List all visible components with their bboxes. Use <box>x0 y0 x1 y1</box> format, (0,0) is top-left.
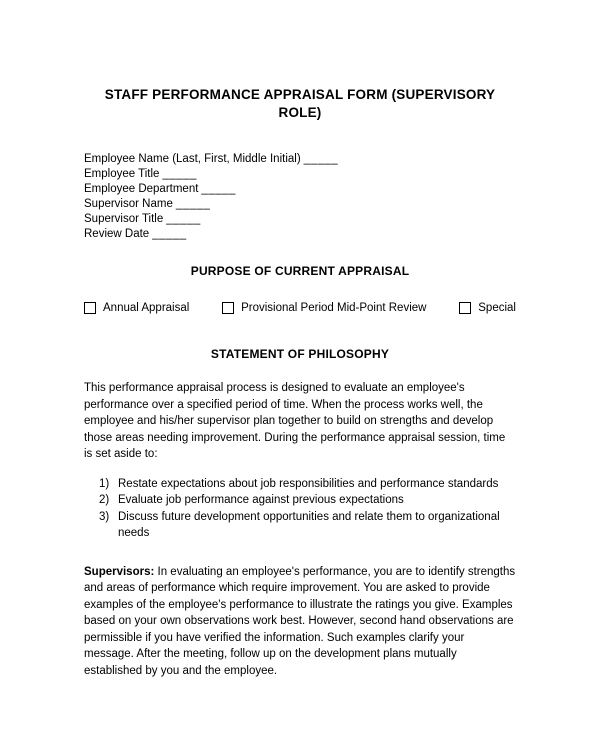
field-employee-title <box>84 167 516 182</box>
list-number: 2) <box>99 494 110 506</box>
field-employee-department <box>84 182 516 197</box>
field-label: Employee Department <box>84 183 199 195</box>
list-text: Evaluate job performance against previous expectations <box>118 494 404 506</box>
field-label: Supervisor Name <box>84 198 173 210</box>
field-review-date <box>84 227 516 242</box>
option-label: Provisional Period Mid-Point Review <box>241 302 427 314</box>
checkbox-provisional-midpoint-icon[interactable] <box>222 302 234 314</box>
field-supervisor-name <box>84 197 516 212</box>
philosophy-section-heading: STATEMENT OF PHILOSOPHY <box>210 347 390 361</box>
field-supervisor-title <box>84 212 516 227</box>
field-blank-line: _____ <box>303 153 339 165</box>
field-blank-line: _____ <box>201 183 236 195</box>
list-item <box>99 509 516 542</box>
field-blank-line: _____ <box>152 228 187 240</box>
checkbox-annual-appraisal-icon[interactable] <box>84 302 96 314</box>
field-label: Employee Title <box>84 168 160 180</box>
field-blank-line: _____ <box>175 198 211 210</box>
supervisors-label: Supervisors: <box>84 565 155 578</box>
purpose-section-heading: PURPOSE OF CURRENT APPRAISAL <box>190 264 410 278</box>
page-title: STAFF PERFORMANCE APPRAISAL FORM (SUPERVISORY ROLE) <box>104 87 496 120</box>
philosophy-intro-paragraph: This performance appraisal process is designed to evaluate an employee's performance over a specified period of time. When the process works well, the employee and his/her supervisor plan together to build on strengths and develop those areas needing improvement. During the performance appraisal session, time is set aside to: <box>84 382 506 460</box>
supervisors-paragraph <box>84 564 516 680</box>
list-item <box>99 476 516 493</box>
option-special[interactable] <box>459 301 516 315</box>
field-employee-name <box>84 152 516 167</box>
list-number: 1) <box>99 477 110 490</box>
appraisal-type-options <box>84 301 516 315</box>
field-label: Review Date <box>84 228 150 240</box>
option-label: Annual Appraisal <box>103 302 190 314</box>
checkbox-special-icon[interactable] <box>459 302 471 314</box>
list-text: Restate expectations about job responsibilities and performance standards <box>118 477 499 490</box>
field-blank-line: _____ <box>162 168 197 180</box>
list-item <box>99 492 516 509</box>
field-blank-line: _____ <box>166 213 201 225</box>
appraisal-session-list <box>99 476 516 542</box>
option-label: Special <box>478 302 516 314</box>
field-label: Employee Name (Last, First, Middle Initial) <box>84 153 301 165</box>
supervisors-text: In evaluating an employee's performance, you are to identify strengths and areas of performance which require improvement. You are asked to provide examples of the employee's performance to illustrate the ratings you give. Examples based on your own observations work best. However, second hand observations are permissible if you have verified the information. Such examples clarify your message. After the meeting, follow up on the development plans mutually established by you and the employee. <box>84 565 516 677</box>
option-annual-appraisal[interactable] <box>84 301 189 315</box>
list-text: Discuss future development opportunities and relate them to organizational needs <box>118 510 500 539</box>
form-fields <box>84 152 516 242</box>
option-provisional-midpoint-review[interactable] <box>222 301 426 315</box>
list-number: 3) <box>99 510 110 523</box>
field-label: Supervisor Title <box>84 213 164 225</box>
